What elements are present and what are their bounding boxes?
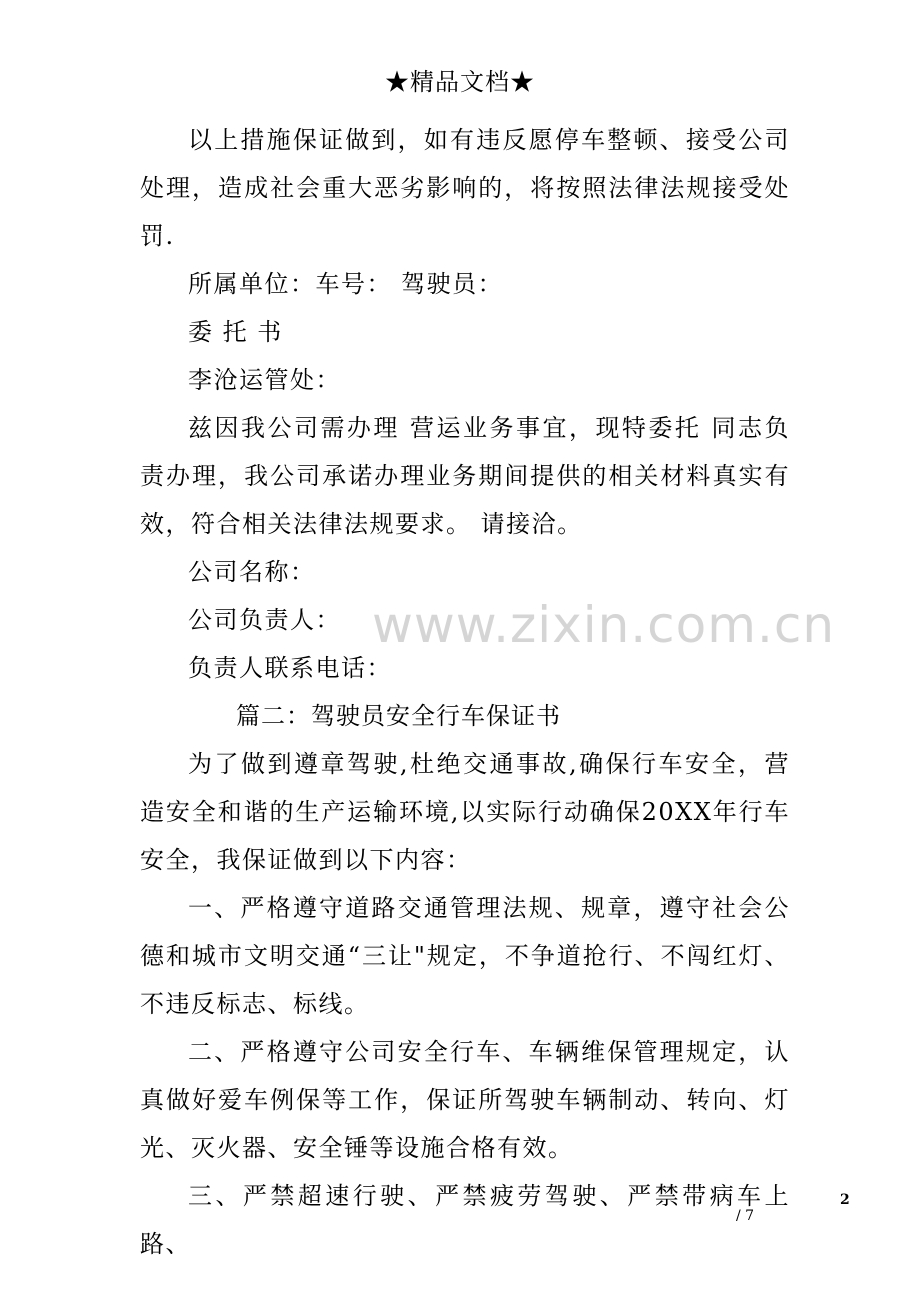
paragraph-item-one: 一、严格遵守道路交通管理法规、规章，遵守社会公德和城市文明交通“三让"规定，不争道抢行、不闯红灯、不违反标志、标线。 bbox=[140, 894, 790, 1018]
paragraph-item-two: 二、严格遵守公司安全行车、车辆维保管理规定，认真做好爱车例保等工作，保证所驾驶车辆制动、转向、灯光、灭火器、安全锤等设施合格有效。 bbox=[140, 1038, 790, 1162]
paragraph-unit-fields: 所属单位：车号： 驾驶员： bbox=[188, 270, 504, 298]
field-company-name: 公司名称： bbox=[188, 558, 316, 586]
page-header-title: ★精品文档★ bbox=[385, 68, 535, 96]
watermark-text: www.zixin.com.cn bbox=[372, 596, 836, 654]
paragraph-intro-pledge: 为了做到遵章驾驶,杜绝交通事故,确保行车安全，营造安全和谐的生产运输环境,以实际行动确保20XX年行车安全，我保证做到以下内容： bbox=[140, 750, 790, 874]
paragraph-measures-guarantee: 以上措施保证做到，如有违反愿停车整顿、接受公司处理，造成社会重大恶劣影响的，将按照法律法规接受处罚. bbox=[140, 126, 790, 250]
document-body bbox=[140, 116, 790, 1268]
field-contact-phone: 负责人联系电话： bbox=[188, 654, 392, 682]
page-number: 2 bbox=[840, 1192, 850, 1208]
field-company-head: 公司负责人： bbox=[188, 606, 341, 634]
section-title-power-of-attorney: 委 托 书 bbox=[188, 318, 283, 346]
page-total: / 7 bbox=[736, 1208, 755, 1224]
paragraph-addressee: 李沧运管处： bbox=[188, 366, 341, 394]
paragraph-entrust-body: 兹因我公司需办理 营运业务事宜，现特委托 同志负责办理，我公司承诺办理业务期间提供的相关材料真实有效，符合相关法律法规要求。 请接洽。 bbox=[140, 414, 790, 538]
paragraph-item-three: 三、严禁超速行驶、严禁疲劳驾驶、严禁带病车上路、 bbox=[140, 1182, 790, 1258]
section-title-part-two: 篇二：驾驶员安全行车保证书 bbox=[236, 702, 561, 730]
